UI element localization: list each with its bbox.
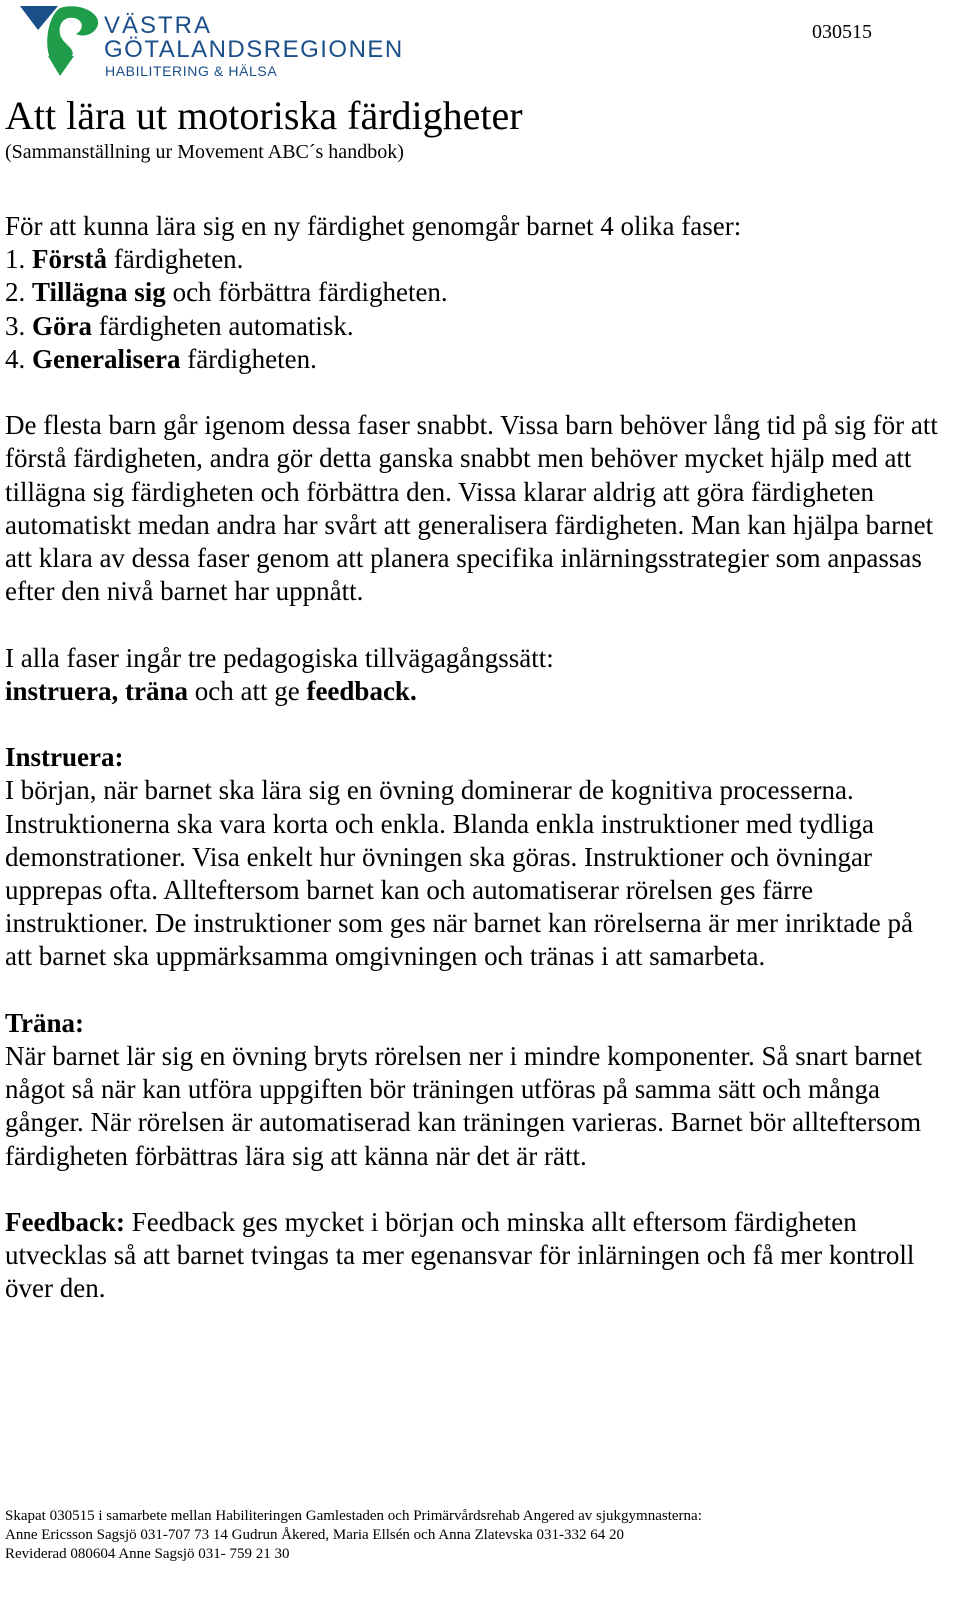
phases-paragraph: De flesta barn går igenom dessa faser snabbt. Vissa barn behöver lång tid på sig för att förstå färdigheten, andra gör detta ganska snabbt men behöver mycket hjälp med att tillägna sig färdigheten och förbättra den. Vissa klarar aldrig att göra färdigheten automatiskt medan andra har svårt att generalisera färdigheten. Man kan hjälpa barnet att klara av dessa faser genom att planera specifika inlärningsstrategier som anpassas efter den nivå barnet har uppnått. [5, 410, 938, 607]
instruera-text: I början, när barnet ska lära sig en övning dominerar de kognitiva processerna. Instruktionerna ska vara korta och enkla. Blanda enkla instruktioner med tydliga demonstrationer. Visa enkelt hur övningen ska göras. Instruktioner och övningar upprepas ofta. Allteftersom barnet kan och automatiserar rörelsen ges färre instruktioner. De instruktioner som ges när barnet kan rörelserna är mer inriktade på att barnet ska uppmärksamma omgivningen och tränas i att samarbeta. [5, 775, 913, 972]
phase-text: färdigheten. [180, 343, 317, 374]
feedback-paragraph [5, 1206, 940, 1306]
approaches-bold-2: feedback. [306, 675, 417, 706]
phase-item [5, 343, 940, 376]
document-body [5, 210, 940, 1306]
logo-line-1: VÄSTRA [104, 12, 213, 39]
phase-number: 2. [5, 277, 26, 308]
phase-keyword: Göra [32, 310, 92, 341]
approaches-intro: I alla faser ingår tre pedagogiska tillvägagångssätt: [5, 642, 554, 673]
document-date: 030515 [812, 21, 872, 43]
approaches-list [5, 675, 940, 708]
page-subtitle: (Sammanställning ur Movement ABC´s handbok) [5, 141, 404, 163]
feedback-heading: Feedback: [5, 1207, 125, 1238]
approaches-bold-1: instruera, träna [5, 675, 188, 706]
phase-number: 4. [5, 343, 26, 374]
footer-line-2: Anne Ericsson Sagsjö 031-707 73 14 Gudrun Åkered, Maria Ellsén och Anna Zlatevska 031-332 64 20 [5, 1527, 625, 1543]
trana-heading: Träna: [5, 1007, 84, 1038]
phase-keyword: Generalisera [32, 343, 181, 374]
footer-line-3: Reviderad 080604 Anne Sagsjö 031- 759 21 30 [5, 1546, 290, 1562]
phase-item [5, 310, 940, 343]
phase-item [5, 276, 940, 309]
phase-number: 3. [5, 310, 26, 341]
logo-line-2: GÖTALANDSREGIONEN [104, 36, 404, 63]
phase-text: färdigheten automatisk. [92, 310, 354, 341]
phase-keyword: Förstå [32, 244, 107, 275]
trana-text: När barnet lär sig en övning bryts rörelsen ner i mindre komponenter. Så snart barnet något så när kan utföra uppgiften bör träningen utföras på samma sätt och många gånger. När rörelsen är automatiserad kan träningen varieras. Barnet bör allteftersom färdigheten förbättras lära sig att känna när det är rätt. [5, 1041, 922, 1171]
phases-intro: För att kunna lära sig en ny färdighet genomgår barnet 4 olika faser: [5, 211, 742, 241]
feedback-text: Feedback ges mycket i början och minska allt eftersom färdigheten utvecklas så att barnet tvingas ta mer egenansvar för inlärningen och få mer kontroll över den. [5, 1207, 915, 1304]
footer-line-1: Skapat 030515 i samarbete mellan Habiliteringen Gamlestaden och Primärvårdsrehab Angered av sjukgymnasterna: [5, 1508, 702, 1524]
region-logo [20, 4, 404, 80]
phase-text: och förbättra färdigheten. [165, 277, 448, 308]
logo-line-3: HABILITERING & HÄLSA [105, 63, 278, 79]
phase-text: färdigheten. [106, 244, 244, 275]
region-logo-mark-icon [20, 4, 104, 80]
page-title: Att lära ut motoriska färdigheter [5, 93, 523, 138]
instruera-heading: Instruera: [5, 742, 124, 773]
page-footer [5, 1507, 935, 1564]
phase-keyword: Tillägna sig [32, 277, 166, 308]
phase-number: 1. [5, 244, 26, 275]
phase-item [5, 243, 940, 276]
approaches-middle: och att ge [187, 675, 307, 706]
